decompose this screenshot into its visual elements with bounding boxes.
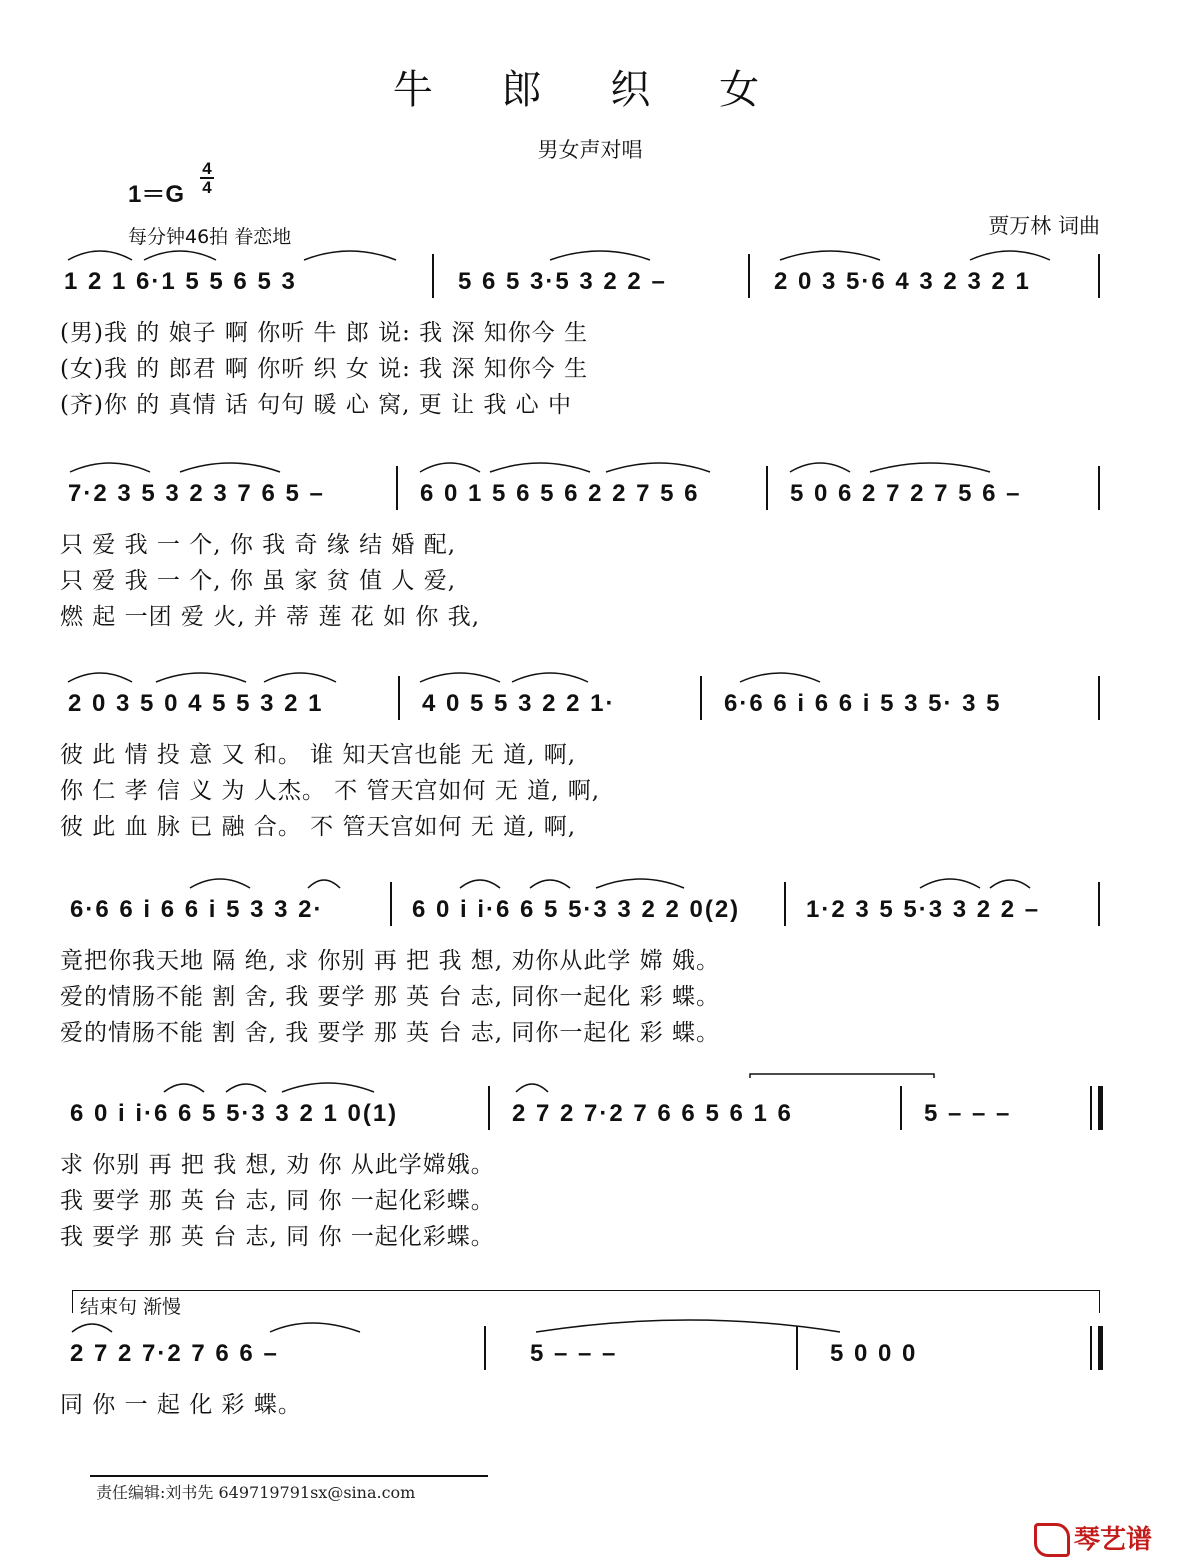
measure: 2 7 2 7·2 7 6 6 5 6 1 6: [512, 1100, 793, 1127]
measure: 6 0 i i·6 6 5 5·3 3 2 1 0(1): [70, 1100, 399, 1127]
lyric-line-female: 你 仁 孝 信 义 为 人杰。 不 管天宫如何 无 道, 啊,: [60, 778, 601, 804]
lyric-line-together: 爱的情肠不能 割 舍, 我 要学 那 英 台 志, 同你一起化 彩 蝶。: [60, 1020, 721, 1046]
measure: 5 0 6 2 7 2 7 5 6 –: [790, 480, 1022, 507]
time-signature-top: 4: [202, 159, 212, 178]
ending-bracket: [72, 1290, 1100, 1313]
barline: [484, 1326, 486, 1370]
barline: [784, 882, 786, 926]
slur-marks: [60, 240, 1120, 264]
barline: [748, 254, 750, 298]
measure: 2 0 3 5·6 4 3 2 3 2 1: [774, 268, 1031, 295]
measure: 7·2 3 5 3 2 3 7 6 5 –: [68, 480, 325, 507]
slur-marks: [60, 1072, 1120, 1096]
lyric-line-male: 求 你别 再 把 我 想, 劝 你 从此学嫦娥。: [60, 1152, 495, 1178]
measure: 6 0 1 5 6 5 6 2 2 7 5 6: [420, 480, 700, 507]
measure: 6·6 6 i 6 6 i 5 3 5· 3 5: [724, 690, 1002, 717]
barline: [900, 1086, 902, 1130]
barline: [1098, 466, 1100, 510]
measure: 2 0 3 5 0 4 5 5 3 2 1: [68, 690, 324, 717]
composer-credit: 贾万林 词曲: [988, 214, 1100, 238]
lyric-line-female: 爱的情肠不能 割 舍, 我 要学 那 英 台 志, 同你一起化 彩 蝶。: [60, 984, 721, 1010]
time-signature-bottom: 4: [202, 178, 212, 197]
repeat-barline: [1098, 1086, 1103, 1130]
measure: 5 – – –: [530, 1340, 618, 1367]
measure: 2 7 2 7·2 7 6 6 –: [70, 1340, 279, 1367]
barline: [1098, 676, 1100, 720]
barline: [398, 676, 400, 720]
tempo-marking: 每分钟46拍 眷恋地: [128, 226, 292, 248]
barline: [396, 466, 398, 510]
barline: [390, 882, 392, 926]
lyric-line-together: 燃 起 一团 爱 火, 并 蒂 莲 花 如 你 我,: [60, 604, 481, 630]
notation-row: [60, 1334, 1120, 1374]
logo-text: 琴艺谱: [1073, 1524, 1152, 1555]
notation-row: [60, 474, 1120, 514]
lyric-line-female: (女)我 的 郎君 啊 你听 织 女 说: 我 深 知你今 生: [60, 356, 589, 382]
barline: [1098, 254, 1100, 298]
measure: 4 0 5 5 3 2 2 1·: [422, 690, 616, 717]
song-title: 牛 郎 织 女: [392, 67, 788, 113]
barline: [1090, 1086, 1092, 1130]
measure: 1 2 1 6·1 5 5 6 5 3: [64, 268, 297, 295]
ending-label: 结束句 渐慢: [80, 1296, 182, 1318]
lyric-line-male: 只 爱 我 一 个, 你 我 奇 缘 结 婚 配,: [60, 532, 457, 558]
song-subtitle: 男女声对唱: [537, 138, 643, 162]
barline: [796, 1326, 798, 1370]
measure: 6 0 i i·6 6 5 5·3 3 2 2 0(2): [412, 896, 741, 923]
lyric-line-together: 我 要学 那 英 台 志, 同 你 一起化彩蝶。: [60, 1224, 495, 1250]
barline: [1098, 882, 1100, 926]
footer-rule: [90, 1475, 488, 1477]
lyric-line-male: (男)我 的 娘子 啊 你听 牛 郎 说: 我 深 知你今 生: [60, 320, 589, 346]
notation-row: [60, 262, 1120, 302]
notation-row: [60, 684, 1120, 724]
lyric-line-male: 彼 此 情 投 意 又 和。 谁 知天宫也能 无 道, 啊,: [60, 742, 577, 768]
slur-marks: [60, 662, 1120, 686]
lyric-line-female: 我 要学 那 英 台 志, 同 你 一起化彩蝶。: [60, 1188, 495, 1214]
measure: 5 – – –: [924, 1100, 1012, 1127]
measure: 5 0 0 0: [830, 1340, 918, 1367]
time-signature: [200, 160, 214, 196]
barline: [1090, 1326, 1092, 1370]
measure: 1·2 3 5 5·3 3 2 2 –: [806, 896, 1041, 923]
logo-icon: [1034, 1523, 1070, 1557]
lyric-line-together: (齐)你 的 真情 话 句句 暖 心 窝, 更 让 我 心 中: [60, 392, 572, 418]
lyric-line-male: 竟把你我天地 隔 绝, 求 你别 再 把 我 想, 劝你从此学 嫦 娥。: [60, 948, 721, 974]
barline: [432, 254, 434, 298]
measure: 5 6 5 3·5 3 2 2 –: [458, 268, 667, 295]
barline: [766, 466, 768, 510]
barline: [700, 676, 702, 720]
barline: [488, 1086, 490, 1130]
site-logo: [1034, 1519, 1152, 1558]
slur-marks: [60, 1312, 1120, 1336]
measure: 6·6 6 i 6 6 i 5 3 3 2·: [70, 896, 324, 923]
lyric-line-female: 只 爱 我 一 个, 你 虽 家 贫 值 人 爱,: [60, 568, 457, 594]
notation-row: [60, 890, 1120, 930]
editor-credit: 责任编辑:刘书先 649719791sx@sina.com: [96, 1483, 416, 1502]
final-barline: [1098, 1326, 1103, 1370]
lyric-line-together: 同 你 一 起 化 彩 蝶。: [60, 1392, 302, 1418]
key-signature: 1＝G: [128, 181, 185, 208]
slur-marks: [60, 452, 1120, 476]
slur-marks: [60, 868, 1120, 892]
notation-row: [60, 1094, 1120, 1134]
lyric-line-together: 彼 此 血 脉 已 融 合。 不 管天宫如何 无 道, 啊,: [60, 814, 577, 840]
